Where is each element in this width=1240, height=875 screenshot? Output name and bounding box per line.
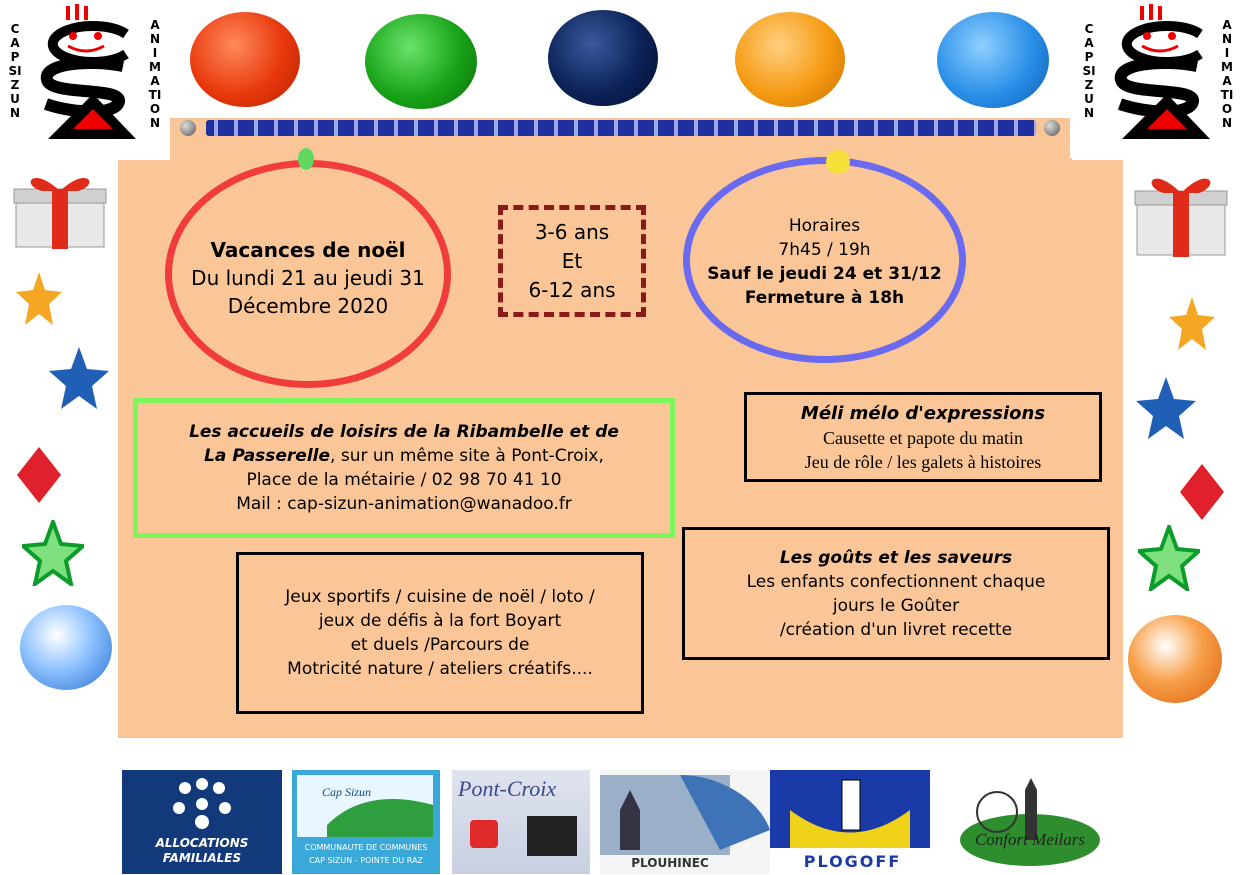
gouts-box xyxy=(682,527,1110,660)
csa-mark-icon xyxy=(1102,4,1222,149)
dates-oval xyxy=(165,160,451,388)
navy-ornament-icon xyxy=(548,10,658,106)
blue-ornament-icon xyxy=(937,12,1049,108)
event-dates-line1: Du lundi 21 au jeudi 31 xyxy=(191,265,425,290)
age-line1: 3-6 ans xyxy=(534,219,610,244)
activities-line1: Jeux sportifs / cuisine de noël / loto / xyxy=(285,587,595,607)
activities-line2: jeux de défis à la fort Boyart xyxy=(318,611,562,631)
plouhinec-logo xyxy=(600,770,770,874)
venue-address: Place de la métairie / 02 98 70 41 10 xyxy=(246,470,562,490)
hours-oval xyxy=(683,157,966,363)
gouts-line3: /création d'un livret recette xyxy=(779,619,1013,640)
activities-line4: Motricité nature / ateliers créatifs.... xyxy=(287,659,593,679)
meli-melo-box xyxy=(744,392,1102,482)
gift-icon xyxy=(1133,165,1228,260)
hours-exception: Sauf le jeudi 24 et 31/12 xyxy=(707,264,942,284)
csa-logo-right xyxy=(1072,0,1240,160)
activities-box xyxy=(236,552,644,714)
star-icon xyxy=(48,345,110,411)
cap-sizun-line1: COMMUNAUTE DE COMMUNES xyxy=(304,843,428,852)
orange-ornament-icon xyxy=(735,12,845,107)
meli-title: Méli mélo d'expressions xyxy=(800,402,1046,424)
star-icon xyxy=(1135,375,1197,441)
plouhinec-church-icon xyxy=(600,770,770,860)
info-icon xyxy=(470,820,498,848)
diamond-icon xyxy=(15,445,63,505)
venue-line1: Les accueils de loisirs de la Ribambelle et de xyxy=(189,422,619,442)
activities-line3: et duels /Parcours de xyxy=(350,635,530,655)
gouts-line1: Les enfants confectionnent chaque xyxy=(746,571,1046,592)
caf-line1: ALLOCATIONS xyxy=(155,836,249,850)
star-icon xyxy=(15,270,63,330)
bead-garland xyxy=(178,118,1063,138)
cap-sizun-wordmark: Cap Sizun xyxy=(322,785,372,799)
star-icon xyxy=(1168,295,1216,355)
plogoff-name: PLOGOFF xyxy=(803,852,902,871)
logo-vertical-text-right: ANIMATION xyxy=(148,18,162,130)
plogoff-logo xyxy=(770,770,935,874)
green-ornament-icon xyxy=(365,14,477,109)
venue-line2-rest: , sur un même site à Pont-Croix, xyxy=(330,446,604,466)
meli-line1: Causette et papote du matin xyxy=(823,427,1023,448)
caf-logo xyxy=(122,770,282,874)
logo-vertical-text-right: ANIMATION xyxy=(1220,18,1234,130)
pont-croix-badge-icon xyxy=(527,816,577,856)
gouts-title: Les goûts et les saveurs xyxy=(779,547,1013,568)
gouts-line2: jours le Goûter xyxy=(832,595,960,616)
csa-mark-icon xyxy=(28,4,148,149)
csa-logo-left xyxy=(0,0,170,160)
red-ornament-icon xyxy=(190,12,300,107)
hours-closing: Fermeture à 18h xyxy=(744,288,905,308)
age-box xyxy=(498,205,646,317)
orange-ornament-icon xyxy=(1128,615,1222,703)
hours-times: 7h45 / 19h xyxy=(778,240,871,260)
event-dates-line2: Décembre 2020 xyxy=(227,293,389,318)
plogoff-shield-icon xyxy=(770,770,935,850)
oval-hanger-icon xyxy=(826,150,850,174)
oval-hanger-icon xyxy=(298,148,314,170)
blue-ornament-icon xyxy=(20,605,112,690)
logo-vertical-text-left: CAP SIZUN xyxy=(1082,22,1096,120)
pont-croix-wordmark: Pont-Croix xyxy=(458,776,557,801)
confort-meilars-name: Confort Meilars xyxy=(974,830,1086,849)
age-line3: 6-12 ans xyxy=(528,277,616,302)
star-outline-icon xyxy=(22,520,84,586)
age-line2: Et xyxy=(561,248,583,273)
venue-name-passerelle: La Passerelle xyxy=(204,446,331,466)
star-outline-icon xyxy=(1138,525,1200,591)
logo-vertical-text-left: CAP SIZUN xyxy=(8,22,22,120)
confort-meilars-emblem-icon xyxy=(955,770,1105,870)
caf-line2: FAMILIALES xyxy=(162,851,242,865)
confort-meilars-logo xyxy=(945,770,1115,874)
event-title: Vacances de noël xyxy=(210,237,406,262)
meli-line2: Jeu de rôle / les galets à histoires xyxy=(804,451,1042,472)
caf-figures-icon xyxy=(167,778,237,833)
hours-label: Horaires xyxy=(788,216,861,236)
diamond-icon xyxy=(1178,462,1226,522)
gift-icon xyxy=(12,165,107,253)
cap-sizun-logo xyxy=(292,770,440,874)
cap-sizun-line2: CAP SIZUN - POINTE DU RAZ xyxy=(309,856,423,865)
venue-box xyxy=(133,398,675,538)
venue-email: Mail : cap-sizun-animation@wanadoo.fr xyxy=(236,494,572,514)
plouhinec-name: PLOUHINEC xyxy=(631,856,709,870)
pont-croix-logo xyxy=(452,770,590,874)
